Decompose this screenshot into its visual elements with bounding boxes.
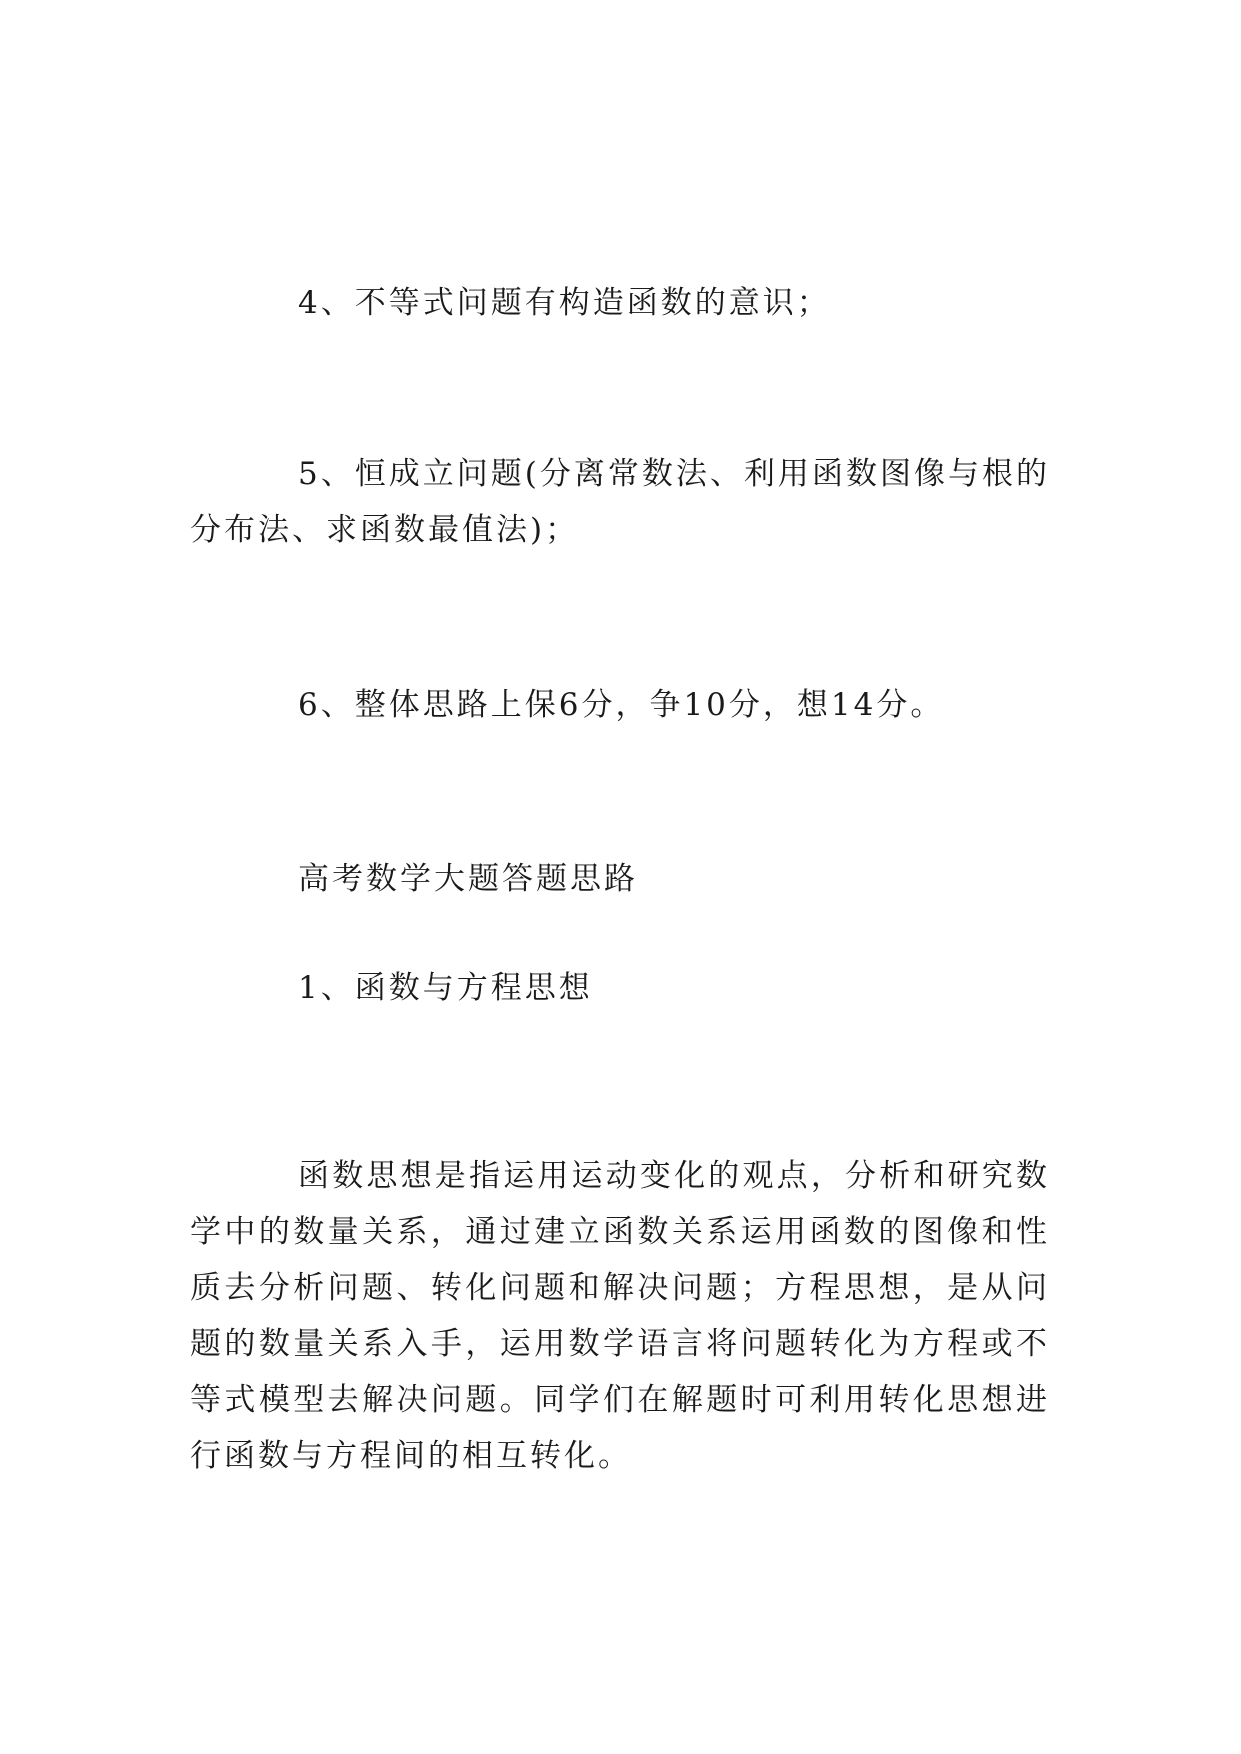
list-item-constant-problem: 5、恒成立问题(分离常数法、利用函数图像与根的分布法、求函数最值法)； xyxy=(190,456,1050,548)
list-item-overall-strategy: 6、整体思路上保6分，争10分，想14分。 xyxy=(298,687,945,723)
list-item-inequality: 4、不等式问题有构造函数的意识； xyxy=(298,285,831,321)
section-heading: 高考数学大题答题思路 xyxy=(298,861,638,897)
body-paragraph: 函数思想是指运用运动变化的观点，分析和研究数学中的数量关系，通过建立函数关系运用函数的图像和性质去分析问题、转化问题和解决问题；方程思想，是从问题的数量关系入手，运用数学语言将问题转化为方程或不等式模型去解决问题。同学们在解题时可利用转化思想进行函数与方程间的相互转化。 xyxy=(190,1158,1050,1474)
subsection-heading: 1、函数与方程思想 xyxy=(298,970,593,1006)
